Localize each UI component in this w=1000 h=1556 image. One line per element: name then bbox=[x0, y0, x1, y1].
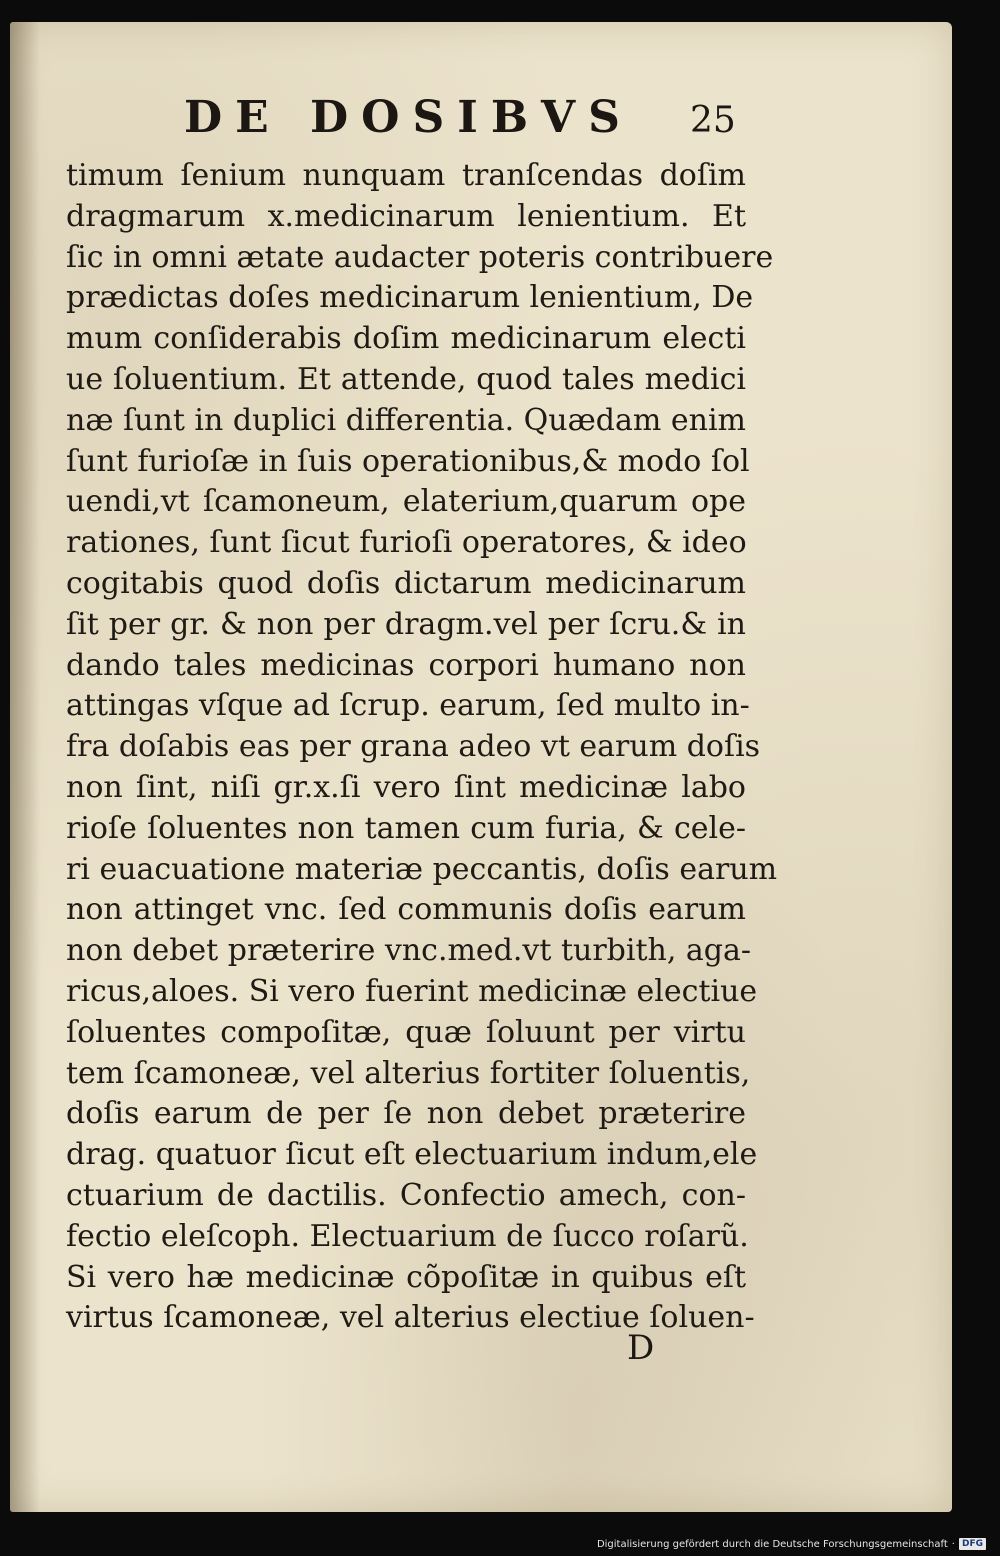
text-line: doſis earum de per ſe non debet præterire bbox=[66, 1096, 746, 1132]
text-line: ſoluentes compoſitæ, quæ ſoluunt per virtu bbox=[66, 1014, 746, 1050]
text-line: non debet præterire vnc.med.vt turbith, aga- bbox=[66, 933, 752, 969]
text-line: fectio eleſcoph. Electuarium de ſucco roſarũ. bbox=[66, 1218, 749, 1254]
text-line: tem ſcamoneæ, vel alterius fortiter ſoluentis, bbox=[66, 1055, 751, 1091]
digitization-footer bbox=[597, 1536, 986, 1552]
text-line: timum ſenium nunquam tranſcendas doſim bbox=[66, 158, 746, 193]
text-line: ue ſoluentium. Et attende, quod tales medici bbox=[66, 361, 746, 397]
text-line: virtus ſcamoneæ, vel alterius electiue ſoluen- bbox=[66, 1300, 755, 1336]
text-line: non ſint, niſi gr.x.ſi vero ſint medicinæ labo bbox=[66, 769, 746, 805]
page-number: 25 bbox=[690, 100, 736, 141]
text-line: non attinget vnc. ſed communis doſis earum bbox=[66, 892, 746, 928]
text-line: ſic in omni ætate audacter poteris contribuere bbox=[66, 239, 774, 275]
text-line: ricus,aloes. Si vero fuerint medicinæ electiue bbox=[66, 973, 758, 1009]
dfg-logo-icon: DFG bbox=[959, 1538, 986, 1550]
text-line: rationes, ſunt ſicut furioſi operatores, & ideo bbox=[66, 525, 747, 561]
text-line: fra doſabis eas per grana adeo vt earum doſis bbox=[66, 729, 761, 765]
signature-mark: D bbox=[627, 1328, 655, 1368]
text-line: rioſe ſoluentes non tamen cum furia, & cele- bbox=[66, 810, 746, 846]
text-line: ſit per gr. & non per dragm.vel per ſcru.& in bbox=[66, 606, 746, 642]
text-line: prædictas doſes medicinarum lenientium, De bbox=[66, 280, 754, 316]
text-line: dragmarum x.medicinarum lenientium. Et bbox=[66, 198, 746, 234]
page-gutter-shadow bbox=[10, 22, 40, 1512]
text-line: cogitabis quod doſis dictarum medicinarum bbox=[66, 565, 746, 601]
text-line: mum conſiderabis doſim medicinarum electi bbox=[66, 321, 746, 357]
body-text bbox=[66, 156, 778, 1339]
text-line: uendi,vt ſcamoneum, elaterium,quarum ope bbox=[66, 484, 746, 520]
text-line: drag. quatuor ſicut eſt electuarium indum,ele bbox=[66, 1137, 758, 1173]
text-line: attingas vſque ad ſcrup. earum, ſed multo in- bbox=[66, 688, 750, 724]
footer-separator: · bbox=[951, 1538, 955, 1550]
text-line: ſunt furioſæ in ſuis operationibus,& modo ſol bbox=[66, 443, 750, 479]
text-line: ctuarium de dactilis. Confectio amech, con- bbox=[66, 1177, 746, 1213]
text-line: ri euacuatione materiæ peccantis, doſis earum bbox=[66, 851, 778, 887]
book-page bbox=[10, 22, 952, 1512]
text-line: næ ſunt in duplici differentia. Quædam enim bbox=[66, 402, 746, 438]
text-line: dando tales medicinas corpori humano non bbox=[66, 647, 746, 683]
footer-credit: Digitalisierung gefördert durch die Deutsche Forschungsgemeinschaft bbox=[596, 1538, 948, 1550]
running-head: DE DOSIBVS bbox=[184, 92, 633, 143]
text-line: Si vero hæ medicinæ cõpoſitæ in quibus eſt bbox=[66, 1259, 746, 1295]
